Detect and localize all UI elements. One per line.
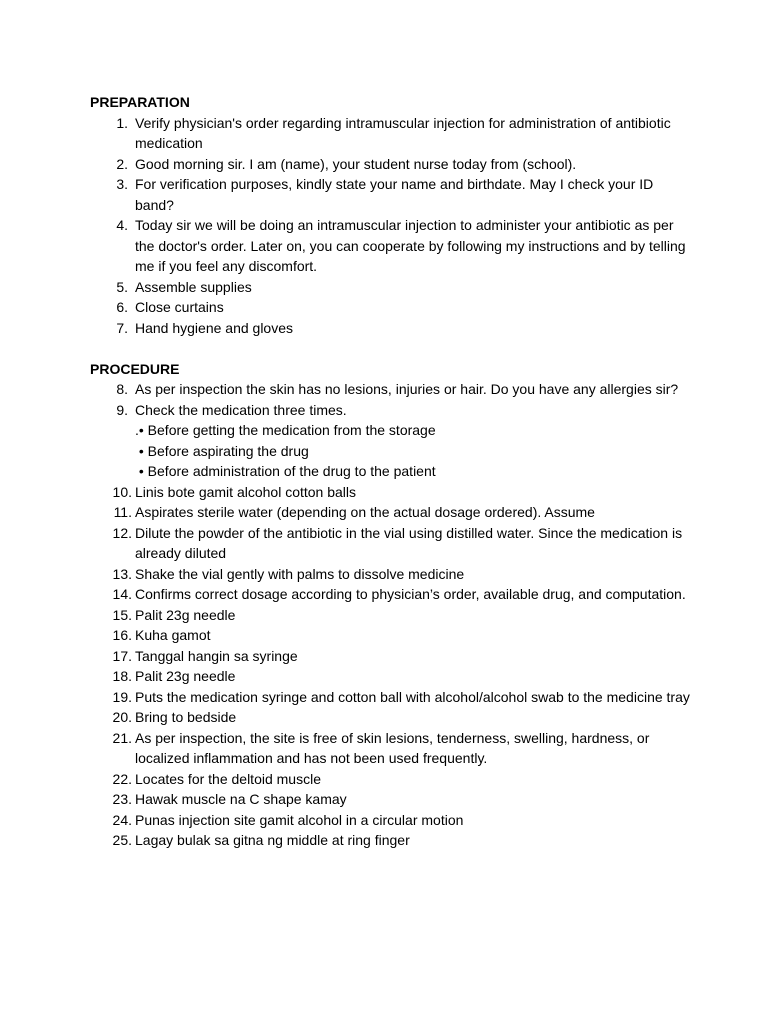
- list-item-number: 2.: [116, 155, 128, 172]
- list-item: [90, 646, 690, 667]
- list-item-number: 1.: [116, 114, 128, 131]
- list-item-text: Shake the vial gently with palms to dissolve medicine: [135, 565, 465, 582]
- list-item: [90, 687, 690, 708]
- list-item: [90, 769, 690, 790]
- list-item: [90, 297, 690, 318]
- sub-list-item: • Before aspirating the drug: [135, 442, 309, 459]
- list-item-text: Kuha gamot: [135, 627, 211, 643]
- list-item-text: As per inspection, the site is free of skin lesions, tenderness, swelling, hardness, or localized inflammation and has not been used frequently.: [135, 729, 650, 766]
- list-item-number: 7.: [116, 319, 128, 336]
- list-item-text: Palit 23g needle: [135, 668, 236, 684]
- list-item-number: 18.: [112, 668, 132, 684]
- list-item: [90, 728, 690, 769]
- list-item-number: 5.: [116, 278, 128, 295]
- list-item-text: Verify physician's order regarding intramuscular injection for administration of antibiotic medication: [135, 114, 671, 151]
- list-item-text: Hand hygiene and gloves: [135, 319, 294, 336]
- list-item: [90, 564, 690, 585]
- list-item-number: 11.: [113, 504, 132, 520]
- list-item-number: 8.: [116, 381, 128, 397]
- list-item-text: Hawak muscle na C shape kamay: [135, 791, 347, 807]
- preparation-list: [90, 113, 690, 339]
- list-item: [90, 318, 690, 339]
- procedure-list: [90, 379, 690, 851]
- list-item: [90, 154, 690, 175]
- preparation-heading: PREPARATION: [90, 94, 190, 110]
- list-item-text: Today sir we will be doing an intramuscular injection to administer your antibiotic as per the doctor's order. Later on, you can cooperate by following my instructions and by telling me if you feel any discomfort.: [135, 217, 686, 274]
- list-item-text: Bring to bedside: [135, 709, 237, 725]
- list-item-text: Locates for the deltoid muscle: [135, 770, 321, 787]
- list-item-number: 10.: [112, 483, 132, 500]
- list-item-text: Assemble supplies: [135, 278, 252, 295]
- list-item: [90, 625, 690, 646]
- list-item-text: Good morning sir. I am (name), your student nurse today from (school).: [135, 155, 577, 172]
- list-item: [90, 789, 690, 810]
- list-item-number: 13.: [112, 565, 132, 582]
- list-item: [90, 215, 690, 277]
- list-item: [90, 605, 690, 626]
- list-item-text: Check the medication three times.: [135, 401, 347, 418]
- list-item-text: Aspirates sterile water (depending on the actual dosage ordered). Assume: [135, 504, 595, 520]
- list-item-number: 23.: [112, 791, 132, 807]
- list-item-number: 15.: [112, 606, 132, 623]
- list-item-text: As per inspection the skin has no lesions, injuries or hair. Do you have any allergies sir?: [135, 381, 679, 397]
- list-item-number: 21.: [112, 729, 132, 746]
- list-item-number: 14.: [112, 586, 132, 602]
- sub-list: [135, 420, 690, 482]
- list-item: [90, 707, 690, 728]
- list-item-text: Linis bote gamit alcohol cotton balls: [135, 483, 357, 500]
- list-item-text: Tanggal hangin sa syringe: [135, 647, 298, 664]
- list-item-number: 25.: [112, 832, 132, 848]
- list-item: [90, 379, 690, 400]
- list-item-number: 12.: [112, 524, 132, 541]
- section-spacer: [90, 338, 690, 359]
- list-item: [90, 830, 690, 851]
- list-item-number: 19.: [112, 688, 132, 705]
- list-item-number: 6.: [116, 299, 128, 315]
- list-item-text: Punas injection site gamit alcohol in a circular motion: [135, 811, 464, 828]
- list-item: [90, 174, 690, 215]
- list-item: [90, 810, 690, 831]
- list-item: [90, 666, 690, 687]
- list-item-number: 20.: [112, 709, 132, 725]
- list-item-number: 16.: [112, 627, 132, 643]
- list-item-number: 4.: [116, 217, 128, 233]
- sub-list-item: .• Before getting the medication from the storage: [135, 422, 436, 438]
- list-item-text: Puts the medication syringe and cotton ball with alcohol/alcohol swab to the medicine tray: [135, 688, 690, 705]
- list-item-text: Lagay bulak sa gitna ng middle at ring finger: [135, 832, 410, 848]
- list-item-text: Confirms correct dosage according to physician’s order, available drug, and computation.: [135, 586, 686, 602]
- list-item-text: Dilute the powder of the antibiotic in the vial using distilled water. Since the medication is already diluted: [135, 524, 683, 561]
- list-item-text: For verification purposes, kindly state your name and birthdate. May I check your ID band?: [135, 176, 654, 213]
- list-item-number: 3.: [116, 176, 128, 192]
- list-item: [90, 523, 690, 564]
- list-item: [90, 482, 690, 503]
- list-item-number: 24.: [112, 811, 132, 828]
- list-item: [90, 502, 690, 523]
- sub-list-item: • Before administration of the drug to the patient: [135, 463, 436, 479]
- list-item: [90, 584, 690, 605]
- procedure-heading: PROCEDURE: [90, 360, 180, 377]
- list-item-text: Close curtains: [135, 299, 224, 315]
- list-item: [90, 400, 690, 482]
- list-item: [90, 277, 690, 298]
- list-item-number: 17.: [112, 647, 132, 664]
- list-item: [90, 113, 690, 154]
- list-item-number: 9.: [116, 401, 128, 418]
- list-item-text: Palit 23g needle: [135, 606, 236, 623]
- list-item-number: 22.: [112, 770, 132, 787]
- document-content: [90, 92, 690, 851]
